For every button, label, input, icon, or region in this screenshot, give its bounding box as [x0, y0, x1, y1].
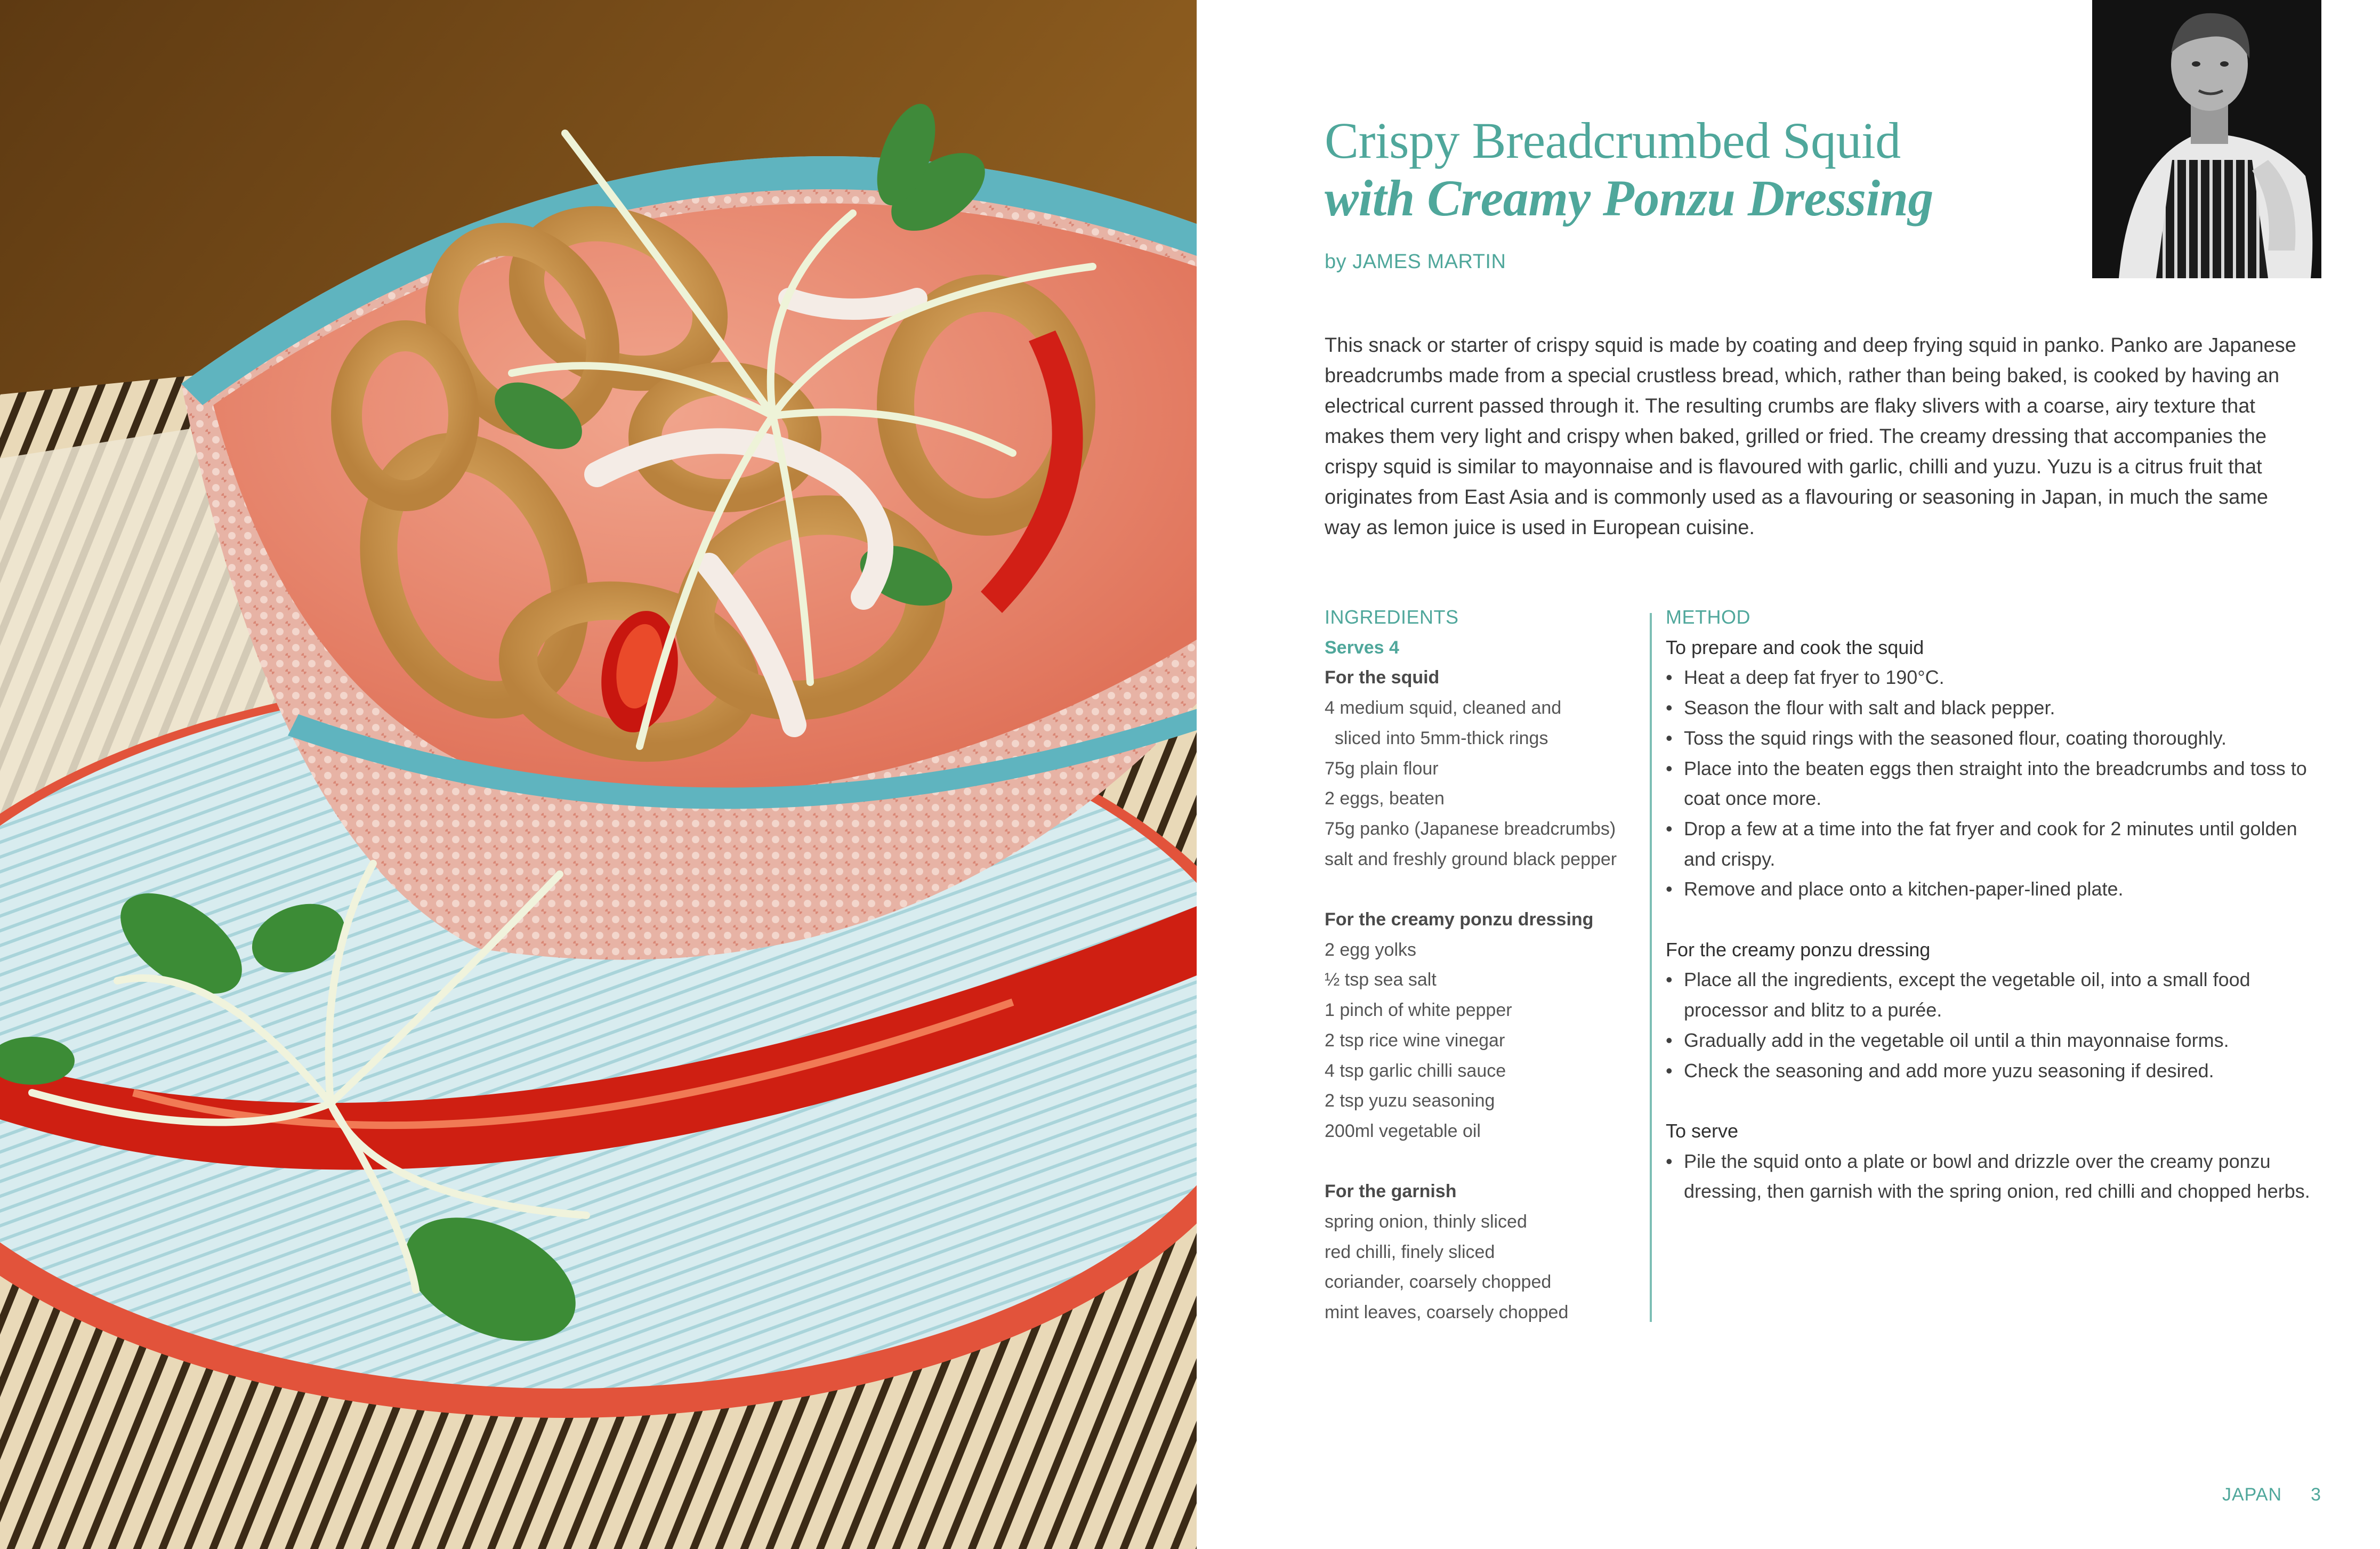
ingredient-item: spring onion, thinly sliced: [1325, 1212, 1527, 1232]
method-step: • Heat a deep fat fryer to 190°C.: [1666, 663, 2316, 693]
ingredient-item: 4 tsp garlic chilli sauce: [1325, 1060, 1506, 1081]
ingredient-item: 2 tsp rice wine vinegar: [1325, 1030, 1505, 1051]
method-step-group-dressing: [1666, 935, 2316, 1086]
ingredients-section: [1325, 602, 1639, 1328]
author-byline: by JAMES MARTIN: [1325, 251, 1506, 273]
ingredient-group-title: For the creamy ponzu dressing: [1325, 909, 1594, 930]
method-step: • Remove and place onto a kitchen-paper-lined plate.: [1666, 874, 2316, 905]
ingredients-heading: INGREDIENTS: [1325, 606, 1459, 628]
ingredient-group-garnish: [1325, 1176, 1639, 1328]
ingredient-group-dressing: [1325, 905, 1639, 1147]
ingredient-item: sliced into 5mm-thick rings: [1325, 728, 1548, 748]
method-section: [1666, 602, 2316, 1207]
recipe-text-panel: [1197, 0, 2380, 1549]
ingredient-list: [1325, 935, 1639, 1147]
method-step: • Drop a few at a time into the fat fryer and cook for 2 minutes until golden and crispy.: [1666, 814, 2316, 874]
method-group-title: To serve: [1666, 1119, 1739, 1142]
ingredient-item: 4 medium squid, cleaned and: [1325, 698, 1562, 719]
column-divider: [1650, 613, 1652, 1322]
method-step: • Pile the squid onto a plate or bowl and drizzle over the creamy ponzu dressing, then garnish with the spring onion, red chilli and chopped herbs.: [1666, 1147, 2316, 1207]
recipe-title: [1325, 112, 2071, 227]
method-step-group-serve: [1666, 1116, 2316, 1207]
method-step: • Toss the squid rings with the seasoned flour, coating thoroughly.: [1666, 723, 2316, 754]
method-step: • Season the flour with salt and black pepper.: [1666, 693, 2316, 723]
method-step-list: [1666, 965, 2316, 1086]
ingredient-item: 200ml vegetable oil: [1325, 1120, 1481, 1141]
title-line-main: Crispy Breadcrumbed Squid: [1325, 112, 1901, 169]
page-number: 3: [2311, 1485, 2321, 1505]
ingredient-item: red chilli, finely sliced: [1325, 1241, 1495, 1262]
ingredient-group-title: For the squid: [1325, 667, 1440, 688]
method-step-list: [1666, 663, 2316, 905]
method-step-list: [1666, 1147, 2316, 1207]
method-step: • Place all the ingredients, except the vegetable oil, into a small food processor and blitz to a purée.: [1666, 965, 2316, 1025]
method-heading: METHOD: [1666, 606, 1750, 628]
ingredient-item: salt and freshly ground black pepper: [1325, 849, 1617, 869]
method-step-group-squid: [1666, 633, 2316, 905]
footer-section-name: JAPAN: [2222, 1485, 2282, 1505]
ingredient-item: 75g plain flour: [1325, 758, 1439, 779]
method-group-title: For the creamy ponzu dressing: [1666, 938, 1931, 961]
ingredient-item: 1 pinch of white pepper: [1325, 1000, 1512, 1021]
ingredient-item: 75g panko (Japanese breadcrumbs): [1325, 818, 1616, 839]
ingredient-item: 2 egg yolks: [1325, 939, 1416, 960]
method-step: • Gradually add in the vegetable oil until a thin mayonnaise forms.: [1666, 1026, 2316, 1056]
ingredient-item: ½ tsp sea salt: [1325, 970, 1437, 990]
page-footer: [2222, 1485, 2321, 1505]
chef-portrait: [2092, 0, 2321, 278]
ingredient-item: 2 eggs, beaten: [1325, 788, 1445, 809]
ingredient-group-title: For the garnish: [1325, 1181, 1457, 1202]
recipe-introduction: This snack or starter of crispy squid is made by coating and deep frying squid in panko. Panko are Japanese breadcrumbs made from a special crustless bread, which, rather than being baked, is cooked by having an electrical current passed through it. The resulting crumbs are flaky slivers with a coarse, airy texture that makes them very light and crispy when baked, grilled or fried. The creamy dressing that accompanies the crispy squid is similar to mayonnaise and is flavoured with garlic, chilli and yuzu. Yuzu is a citrus fruit that originates from East Asia and is commonly used as a flavouring or seasoning in Japan, in much the same way as lemon juice is used in European cuisine.: [1325, 334, 2296, 539]
serves-count: Serves 4: [1325, 637, 1399, 658]
ingredient-item: coriander, coarsely chopped: [1325, 1272, 1552, 1293]
chef-photo-image: [2092, 0, 2321, 278]
ingredient-item: 2 tsp yuzu seasoning: [1325, 1091, 1495, 1111]
method-group-title: To prepare and cook the squid: [1666, 636, 1924, 658]
ingredient-list: [1325, 693, 1639, 874]
ingredient-item: mint leaves, coarsely chopped: [1325, 1302, 1569, 1323]
method-step: • Place into the beaten eggs then straight into the breadcrumbs and toss to coat once more.: [1666, 754, 2316, 814]
title-line-subtitle: with Creamy Ponzu Dressing: [1325, 170, 1933, 227]
ingredient-list: [1325, 1207, 1639, 1328]
method-step: • Check the seasoning and add more yuzu seasoning if desired.: [1666, 1056, 2316, 1086]
ingredient-group-squid: [1325, 663, 1639, 874]
